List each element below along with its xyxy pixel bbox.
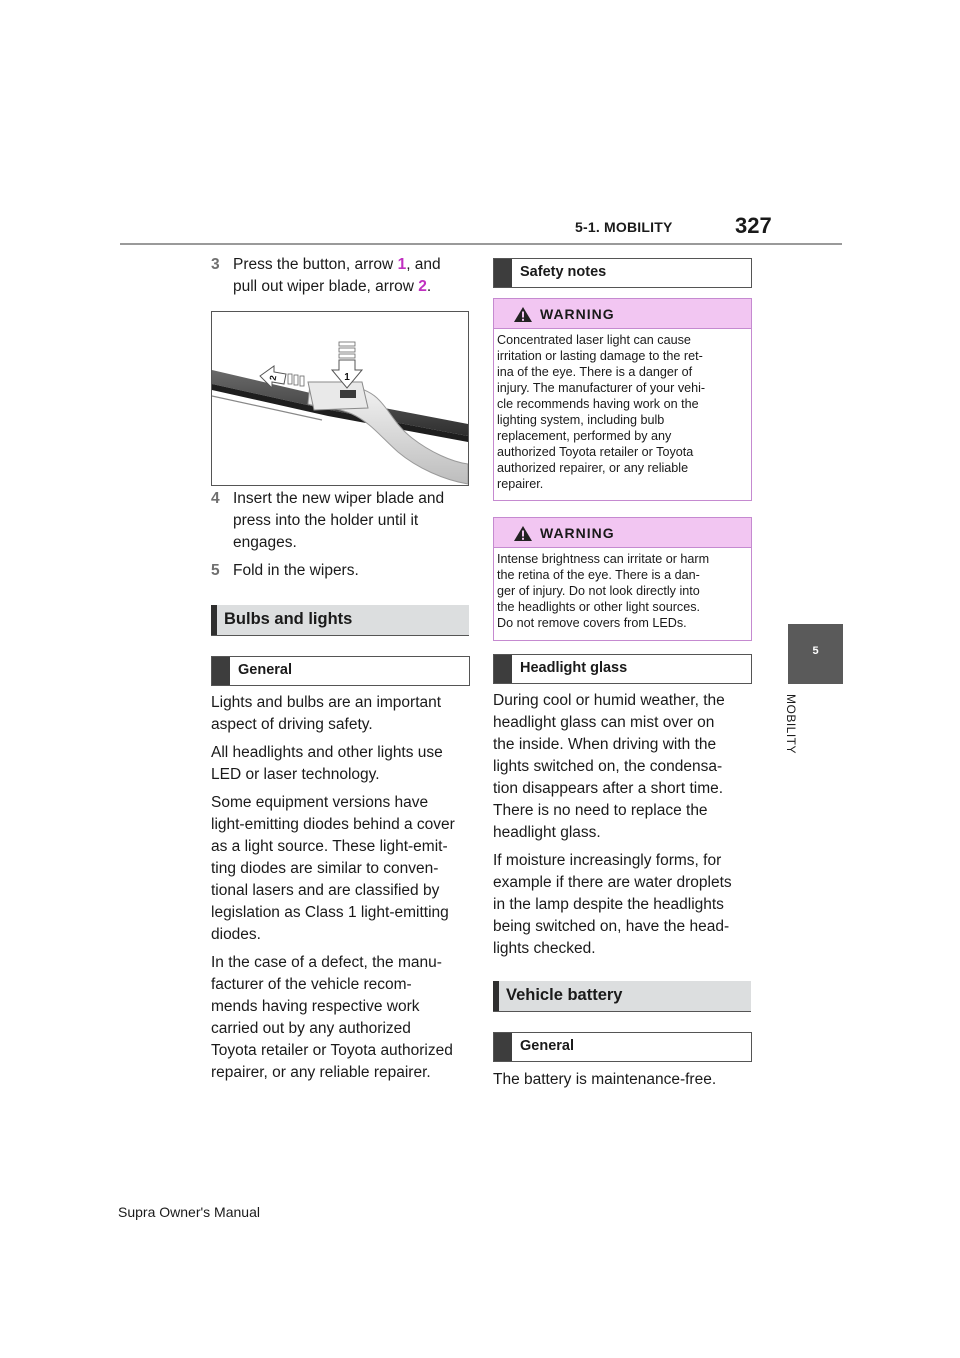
step-text: Fold in the wipers. (233, 562, 359, 579)
warning-triangle-icon (513, 525, 533, 542)
warning-triangle-icon (513, 306, 533, 323)
arrow-1-callout: 1 (397, 256, 407, 273)
warning-title: WARNING (540, 525, 615, 541)
figure-callout-1: 1 (344, 372, 350, 383)
section-underline (493, 1011, 751, 1012)
safety-notes-heading: Safety notes (493, 258, 752, 288)
step-number: 4 (211, 490, 220, 507)
subsection-heading-general: General (211, 656, 470, 686)
step-number: 5 (211, 562, 220, 579)
paragraph: All headlights and other lights use LED or laser technology. (211, 744, 443, 783)
step-text: Press the button, arrow 1, and pull out wiper blade, arrow 2. (233, 256, 441, 295)
battery-general-heading: General (493, 1032, 752, 1062)
warning-box-brightness (493, 517, 752, 641)
page-number: 327 (735, 213, 772, 238)
figure-callout-2: 2 (267, 374, 279, 382)
paragraph: In the case of a defect, the manu- facturer of the vehicle recom- mends having respective work carried out by any authorized Toyota retailer or Toyota authorized repairer, or any reliable repairer. (211, 954, 453, 1081)
section-title: 5-1. MOBILITY (575, 219, 673, 235)
bulbs-text (211, 692, 473, 1084)
paragraph: Lights and bulbs are an important aspect of driving safety. (211, 694, 442, 733)
chapter-tab-number: 5 (812, 645, 819, 657)
warning-box-laser (493, 298, 752, 501)
paragraph: Some equipment versions have light-emitting diodes behind a cover as a light source. These light-emit- ting diodes are similar to conven- tional lasers and are classified by legislation as Class 1 light-emitting diodes. (211, 794, 455, 943)
chapter-tab-label: MOBILITY (784, 694, 798, 755)
wiper-blade-illustration (212, 312, 468, 485)
headlight-glass-text (493, 690, 755, 960)
step-text: Insert the new wiper blade and press into the holder until it engages. (233, 490, 445, 551)
paragraph: If moisture increasingly forms, for example if there are water droplets in the lamp despite the headlights being switched on, have the head- lights checked. (493, 852, 732, 957)
section-heading-bulbs: Bulbs and lights (211, 605, 469, 636)
arrow-2-callout: 2 (418, 278, 427, 295)
battery-text: The battery is maintenance-free. (493, 1071, 717, 1088)
headlight-glass-heading: Headlight glass (493, 654, 752, 684)
section-underline (211, 635, 469, 636)
wiper-blade-figure (211, 311, 469, 486)
step-number: 3 (211, 256, 220, 273)
warning-header (494, 518, 751, 548)
warning-text: Concentrated laser light can cause irritation or lasting damage to the ret- ina of the eye. There is a danger of injury. The manufacturer of your vehi- cle recommends having work on the lighting system, including bulb replacement, performed by any authorized Toyota retailer or Toyota authorized repairer, or any reliable repairer. (497, 333, 706, 491)
section-heading-battery: Vehicle battery (493, 981, 751, 1012)
manual-title: Supra Owner's Manual (118, 1204, 260, 1220)
warning-text: Intense brightness can irritate or harm the retina of the eye. There is a dan- ger of injury. Do not look directly into the headlights or other light sources. Do not remove covers from LEDs. (497, 552, 710, 630)
paragraph: During cool or humid weather, the headlight glass can mist over on the inside. When driving with the lights switched on, the condensa- tion disappears after a short time. There is no need to replace the headlight glass. (493, 692, 725, 841)
warning-header (494, 299, 751, 329)
header-divider (120, 243, 842, 245)
warning-title: WARNING (540, 306, 615, 322)
